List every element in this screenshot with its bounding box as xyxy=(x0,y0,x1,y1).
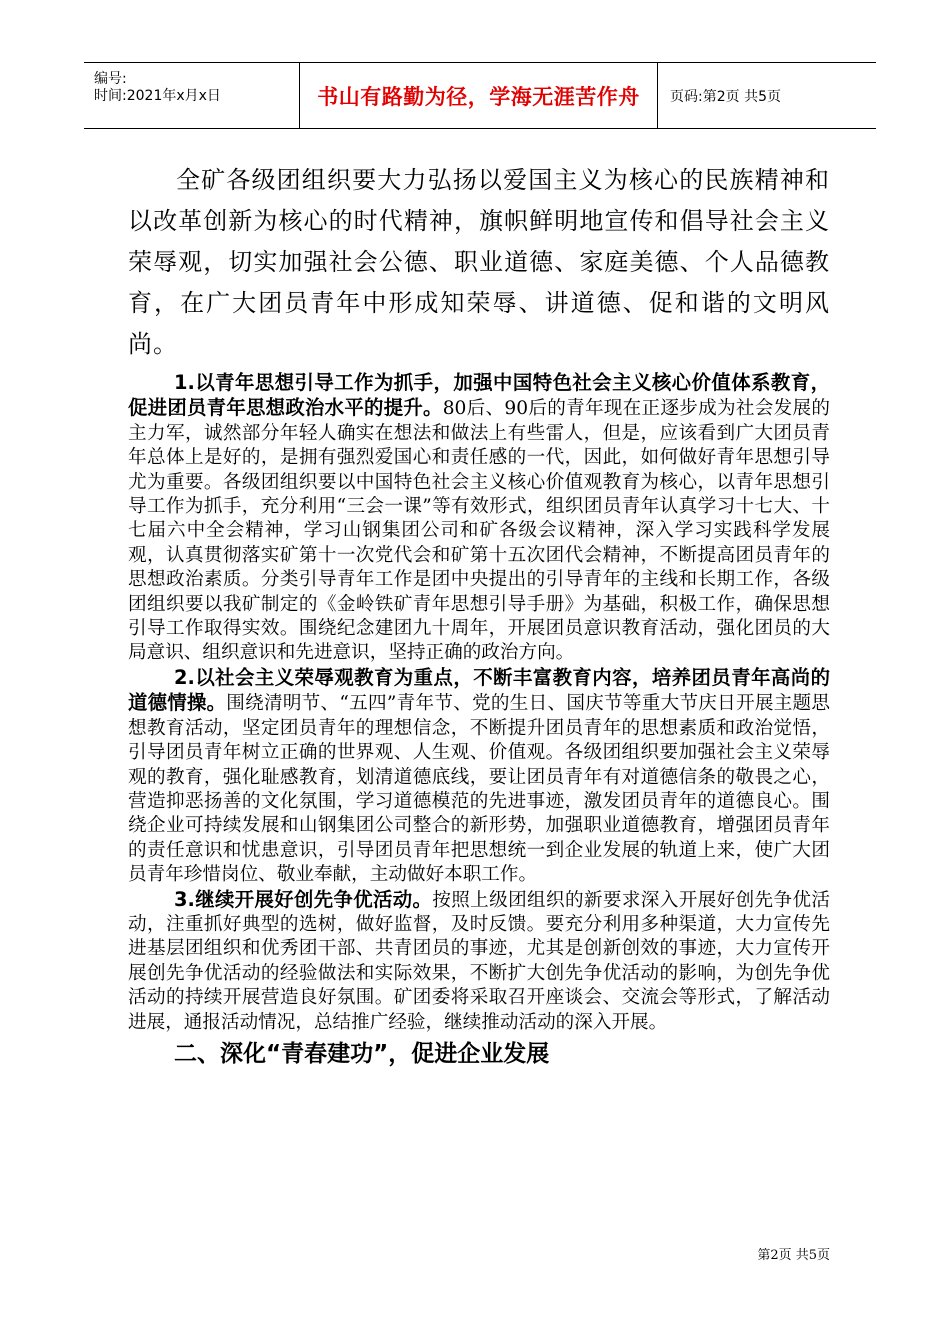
intro-paragraph: 全矿各级团组织要大力弘扬以爱国主义为核心的民族精神和以改革创新为核心的时代精神，旗帜鲜明地宣传和倡导社会主义荣辱观，切实加强社会公德、职业道德、家庭美德、个人品德教育，在广大团员青年中形成知荣辱、讲道德、促和谐的文明风尚。 xyxy=(128,166,830,358)
page-header xyxy=(84,62,876,129)
item-2-text: 围绕清明节、“五四”青年节、党的生日、国庆节等重大节庆日开展主题思想教育活动，坚定团员青年的理想信念，不断提升团员青年的思想素质和政治觉悟，引导团员青年树立正确的世界观、人生观、价值观。各级团组织要加强社会主义荣辱观的教育，强化耻感教育，划清道德底线，要让团员青年有对道德信条的敬畏之心，营造抑恶扬善的文化氛围，学习道德模范的先进事迹，激发团员青年的道德良心。围绕企业可持续发展和山钢集团公司整合的新形势，加强职业道德教育，增强团员青年的责任意识和忧患意识，引导团员青年把思想统一到企业发展的轨道上来，使广大团员青年珍惜岗位、敬业奉献，主动做好本职工作。 xyxy=(128,693,831,886)
document-body xyxy=(128,160,830,1071)
item-3-heading: 3.继续开展好创先争优活动。 xyxy=(174,887,433,911)
document-number: 编号: xyxy=(94,71,127,87)
header-motto: 书山有路勤为径，学海无涯苦作舟 xyxy=(300,63,658,128)
document-date: 时间:2021年x月x日 xyxy=(94,88,221,104)
page-footer: 第2页 共5页 xyxy=(757,1248,830,1263)
item-3 xyxy=(128,888,830,1035)
item-2-heading: 2.以社会主义荣辱观教育为重点，不断丰富教育内容，培养团员青年高尚的道德情操。 xyxy=(128,665,830,715)
section-heading: 二、深化“青春建功”，促进企业发展 xyxy=(174,1040,550,1067)
header-page-number: 页码:第2页 共5页 xyxy=(670,88,781,105)
item-2 xyxy=(128,666,830,888)
header-meta xyxy=(84,63,300,128)
item-3-text: 按照上级团组织的新要求深入开展好创先争优活动，注重抓好典型的选树，做好监督，及时反馈。要充分利用多种渠道，大力宣传先进基层团组织和优秀团干部、共青团员的事迹，尤其是创新创效的事迹，大力宣传开展创先争优活动的经验做法和实际效果，不断扩大创先争优活动的影响，为创先争优活动的持续开展营造良好氛围。矿团委将采取召开座谈会、交流会等形式，了解活动进展，通报活动情况，总结推广经验，继续推动活动的深入开展。 xyxy=(128,889,830,1033)
item-1 xyxy=(128,371,830,666)
item-1-text: 80后、90后的青年现在正逐步成为社会发展的主力军，诚然部分年轻人确实在想法和做法上有些雷人，但是，应该看到广大团员青年总体上是好的，是拥有强烈爱国心和责任感的一代，因此，如何做好青年思想引导尤为重要。各级团组织要以中国特色社会主义核心价值观教育为核心，以青年思想引导工作为抓手，充分利用“三会一课”等有效形式，组织团员青年认真学习十七大、十七届六中全会精神，学习山钢集团公司和矿各级会议精神，深入学习实践科学发展观，认真贯彻落实矿第十一次党代会和矿第十五次团代会精神，不断提高团员青年的思想政治素质。分类引导青年工作是团中央提出的引导青年的主线和长期工作，各级团组织要以我矿制定的《金岭铁矿青年思想引导手册》为基础，积极工作，确保思想引导工作取得实效。围绕纪念建团九十周年，开展团员意识教育活动，强化团员的大局意识、组织意识和先进意识，坚持正确的政治方向。 xyxy=(128,398,830,664)
item-1-heading: 1.以青年思想引导工作为抓手，加强中国特色社会主义核心价值体系教育，促进团员青年思想政治水平的提升。 xyxy=(128,371,830,420)
